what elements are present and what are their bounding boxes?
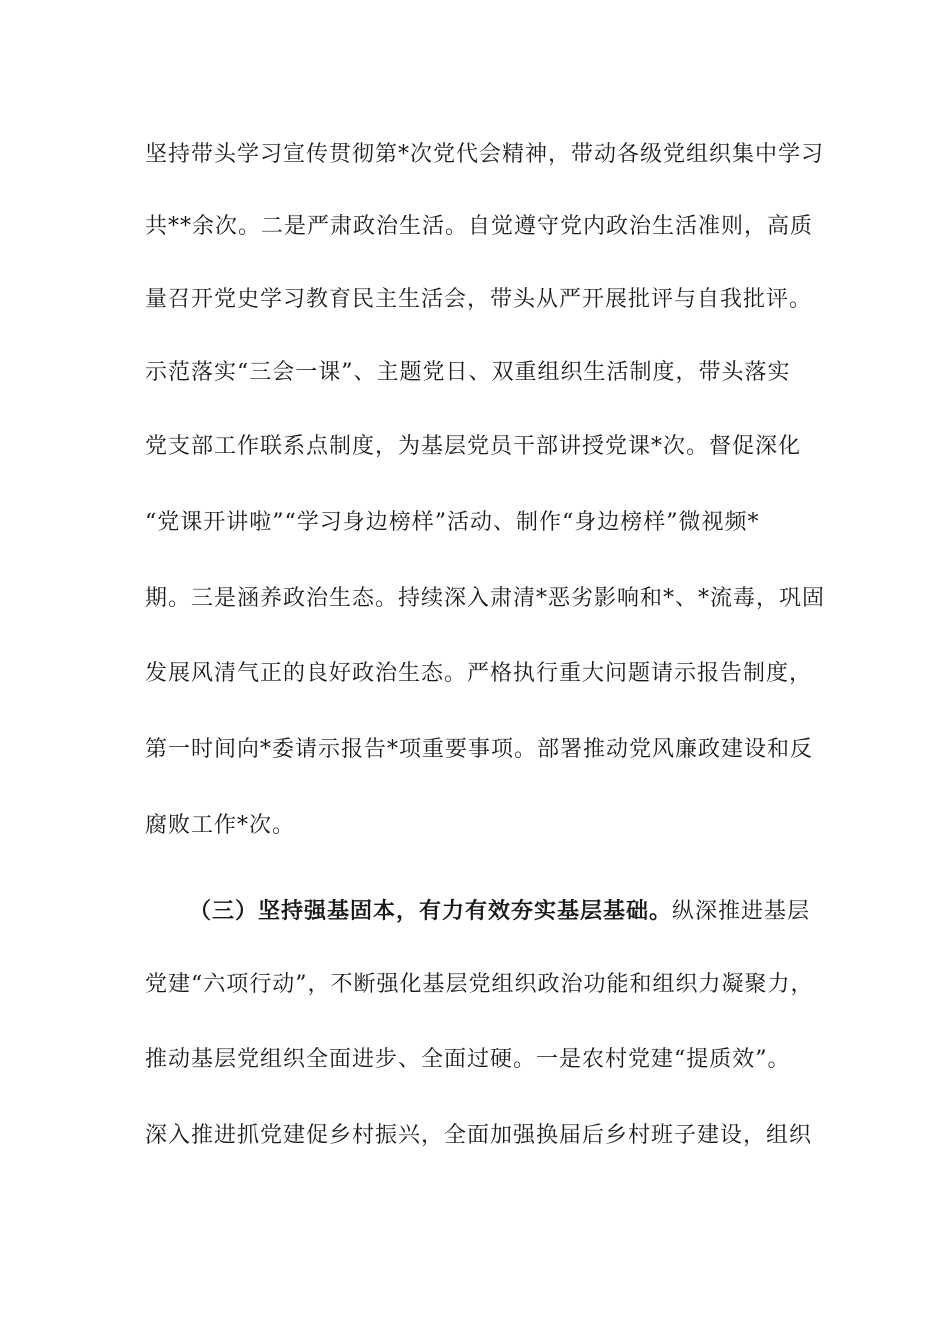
paragraph-line: 深入推进抓党建促乡村振兴，全面加强换届后乡村班子建设，组织 xyxy=(145,1123,813,1148)
paragraph-line: 第一时间向*委请示报告*项重要事项。部署推动党风廉政建设和反 xyxy=(145,737,814,762)
heading-line-rest: 纵深推进基层 xyxy=(672,899,811,924)
paragraph-line: “党课开讲啦”“学习身边榜样”活动、制作“身边榜样”微视频* xyxy=(145,510,760,535)
paragraph-line: 党建“六项行动”，不断强化基层党组织政治功能和组织力凝聚力， xyxy=(145,972,814,997)
paragraph-line: 共**余次。二是严肃政治生活。自觉遵守党内政治生活准则，高质 xyxy=(145,214,814,239)
paragraph-line: 推动基层党组织全面进步、全面过硬。一是农村党建“提质效”。 xyxy=(145,1047,791,1072)
paragraph-line: 党支部工作联系点制度，为基层党员干部讲授党课*次。督促深化 xyxy=(145,434,802,459)
paragraph-line: 坚持带头学习宣传贯彻第*次党代会精神，带动各级党组织集中学习 xyxy=(145,142,825,167)
section-heading-line xyxy=(189,896,815,927)
paragraph-line: 期。三是涵养政治生态。持续深入肃清*恶劣影响和*、*流毒，巩固 xyxy=(145,586,826,611)
section-heading: （三）坚持强基固本，有力有效夯实基层基础。 xyxy=(189,898,673,924)
paragraph-line: 示范落实“三会一课”、主题党日、双重组织生活制度，带头落实 xyxy=(145,360,791,385)
paragraph-line: 发展风清气正的良好政治生态。严格执行重大问题请示报告制度， xyxy=(145,661,813,686)
paragraph-line: 量召开党史学习教育民主生活会，带头从严开展批评与自我批评。 xyxy=(145,287,813,312)
paragraph-line: 腐败工作*次。 xyxy=(145,813,296,838)
